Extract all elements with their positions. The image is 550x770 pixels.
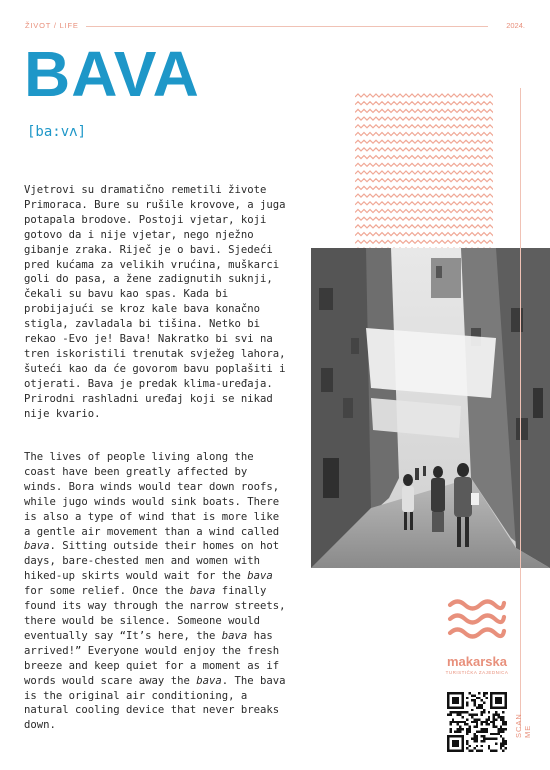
waves-logo-icon [446, 597, 508, 649]
zigzag-pattern-decoration [355, 90, 493, 252]
makarska-logo [441, 597, 513, 675]
page-title: BAVA [24, 38, 200, 110]
section-label: ŽIVOT / LIFE [25, 21, 79, 30]
qr-code[interactable] [447, 692, 507, 752]
phonetic-transcription: [ba:vʌ] [27, 124, 87, 140]
year-label: 2024. [506, 21, 525, 30]
top-rule-divider [86, 26, 488, 27]
scan-me-label: SCAN ME [514, 713, 532, 738]
croatian-body-text: Vjetrovi su dramatično remetili živote Primoraca. Bure su rušile krovove, a juga potapala brodove. Postoji vjetar, koji gotovo da i nije vjetar, nego nježno gibanje zraka. Riječ je o bavi. Sjedeći pred kućama za velikih vrućina, muškarci goli do pasa, a žene zadignutih suknji, čekali su bavu kao spas. Kada bi probijajući se kroz kale bava konačno stigla, zavladala bi tišina. Netko bi rekao -Evo je! Bava! Nakratko bi svi na tren iskoristili trenutak svježeg lahora, šuteći kao da će govorom bavu poplašiti i otjerati. Bava je predak klima-uređaja. Prirodni rashladni uređaj koji se nikad nije kvario. [24, 184, 286, 420]
street-photo [311, 248, 550, 568]
english-body-text: The lives of people living along the coast have been greatly affected by winds. Bora winds would tear down roofs, while jugo winds would sink boats. There is also a type of wind that is more like a gentle air movement than a wind called bava. Sitting outside their homes on hot days, bare-chested men and women with hiked-up skirts would wait for the bava for some relief. Once the bava finally found its way through the narrow streets, there would be silence. Someone would eventually say “It’s here, the bava has arrived!” Everyone would enjoy the fresh breeze and keep quiet for a moment as if words would scare away the bava. The bava is the original air conditioning, a natural cooling device that never breaks down. [24, 451, 286, 732]
vertical-rule-divider [520, 88, 521, 728]
logo-subtitle: TURISTIČKA ZAJEDNICA [445, 670, 509, 675]
logo-wordmark: makarska [447, 654, 507, 669]
